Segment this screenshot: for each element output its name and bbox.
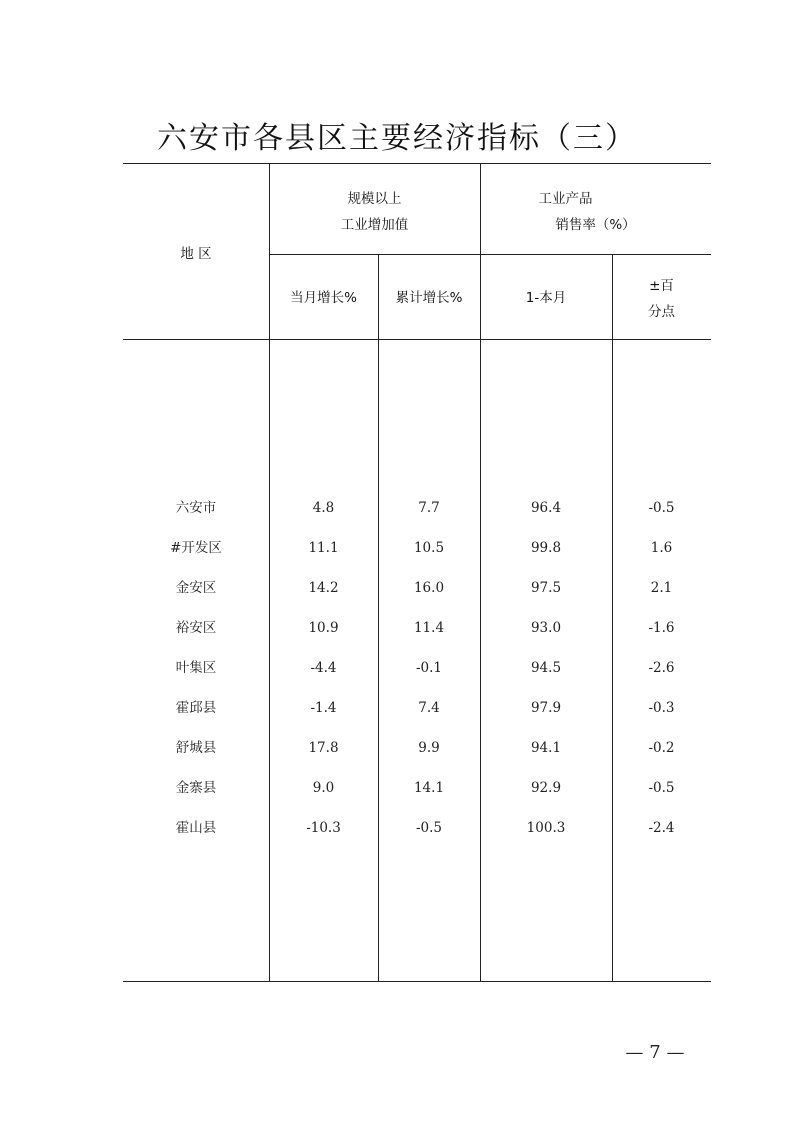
cell-cumulative-growth: 10.5 <box>413 540 445 556</box>
cell-monthly-growth: 17.8 <box>308 740 339 756</box>
header-cumulative-growth: 累计增长% <box>395 290 463 306</box>
cell-region: 裕安区 <box>175 620 217 636</box>
cell-cumulative-growth: 7.4 <box>418 700 440 716</box>
cell-monthly-growth: 11.1 <box>308 540 339 556</box>
table-top-rule <box>123 163 711 164</box>
table-bottom-rule <box>123 981 711 982</box>
cell-region: 金安区 <box>175 580 217 596</box>
cell-region: 六安市 <box>175 500 217 516</box>
cell-cumulative-growth: 16.0 <box>413 580 445 596</box>
cell-monthly-growth: 4.8 <box>312 500 335 516</box>
header-sales-rate <box>480 186 711 238</box>
cell-region: 金寨县 <box>175 780 217 796</box>
cell-points-change: -2.6 <box>648 660 675 676</box>
cell-points-change: 2.1 <box>650 580 673 596</box>
header-industry-value-line1: 规模以上 <box>347 191 402 207</box>
cell-cumulative-growth: 9.9 <box>418 740 440 756</box>
cell-cumulative-growth: -0.1 <box>415 660 443 676</box>
cell-sales-rate: 92.9 <box>530 780 562 796</box>
cell-points-change: -2.4 <box>648 820 675 836</box>
cell-points-change: -0.2 <box>648 740 675 756</box>
cell-sales-rate: 97.5 <box>530 580 562 596</box>
cell-points-change: -0.5 <box>648 780 675 796</box>
cell-cumulative-growth: 7.7 <box>418 500 440 516</box>
cell-sales-rate: 94.1 <box>530 740 562 756</box>
header-sales-rate-line1: 工业产品 <box>538 191 593 207</box>
header-region: 地 区 <box>180 246 212 262</box>
cell-sales-rate: 96.4 <box>530 500 562 516</box>
cell-monthly-growth: -10.3 <box>306 820 341 836</box>
cell-cumulative-growth: 14.1 <box>413 780 445 796</box>
cell-region: 叶集区 <box>175 660 217 676</box>
cell-region: 霍邱县 <box>175 700 217 716</box>
cell-points-change: 1.6 <box>650 540 673 556</box>
cell-points-change: -1.6 <box>648 620 675 636</box>
cell-sales-rate: 93.0 <box>530 620 562 636</box>
cell-sales-rate: 99.8 <box>530 540 562 556</box>
header-monthly-growth: 当月增长% <box>290 290 357 306</box>
cell-monthly-growth: -1.4 <box>310 700 337 716</box>
page-title: 六安市各县区主要经济指标（三） <box>157 121 637 156</box>
header-sales-rate-line2: 销售率（%） <box>555 217 636 233</box>
cell-region: 霍山县 <box>175 820 217 836</box>
cell-monthly-growth: 14.2 <box>308 580 339 596</box>
header-year-to-month: 1-本月 <box>525 290 567 306</box>
page-number: — 7 — <box>625 1042 685 1063</box>
header-mid-rule <box>269 254 711 255</box>
cell-sales-rate: 94.5 <box>530 660 562 676</box>
header-points-line1: ±百 <box>649 278 674 294</box>
cell-points-change: -0.5 <box>648 500 675 516</box>
cell-cumulative-growth: -0.5 <box>415 820 443 836</box>
header-bottom-rule <box>123 339 711 340</box>
cell-cumulative-growth: 11.4 <box>413 620 445 636</box>
cell-region: #开发区 <box>170 540 222 556</box>
cell-sales-rate: 97.9 <box>530 700 562 716</box>
cell-monthly-growth: 10.9 <box>308 620 339 636</box>
header-industry-value-line2: 工业增加值 <box>340 217 409 233</box>
cell-monthly-growth: -4.4 <box>310 660 337 676</box>
header-industry-value <box>269 186 480 238</box>
cell-monthly-growth: 9.0 <box>312 780 335 796</box>
cell-points-change: -0.3 <box>648 700 675 716</box>
cell-region: 舒城县 <box>175 740 217 756</box>
header-points <box>612 273 711 325</box>
cell-sales-rate: 100.3 <box>526 820 566 836</box>
header-points-line2: 分点 <box>648 304 675 320</box>
